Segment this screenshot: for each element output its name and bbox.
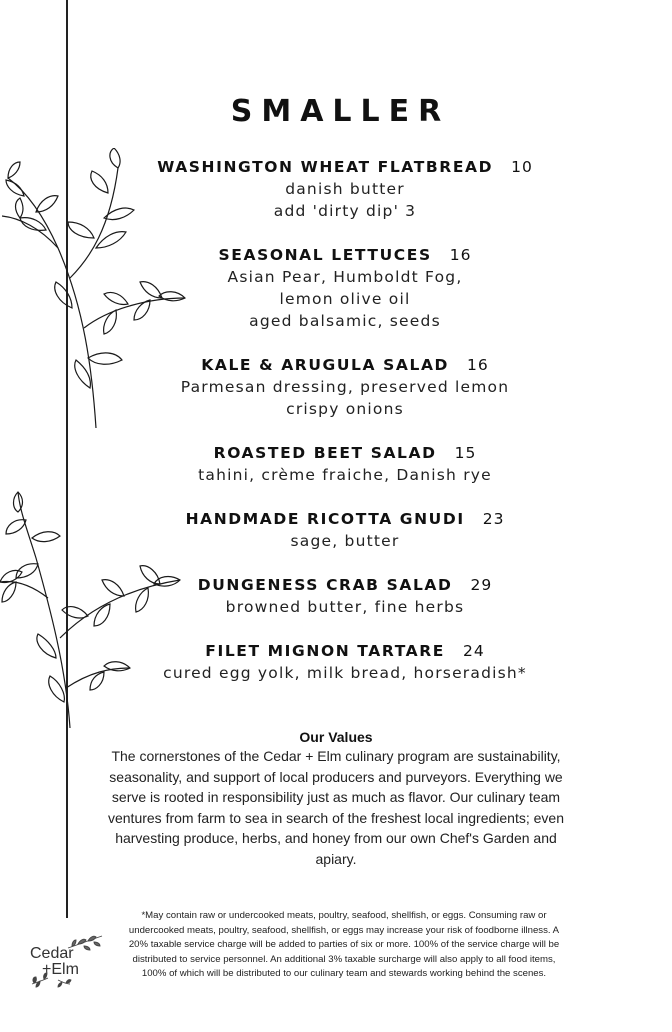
menu-list — [80, 156, 610, 706]
item-description: lemon olive oil — [279, 290, 411, 308]
menu-item — [80, 354, 610, 420]
menu-item — [80, 508, 610, 552]
item-price: 16 — [467, 356, 489, 374]
cedar-elm-logo — [28, 934, 108, 992]
item-header — [80, 244, 610, 266]
item-description: browned butter, fine herbs — [225, 598, 465, 616]
logo-text-elm: +Elm — [42, 961, 79, 978]
item-name: HANDMADE RICOTTA GNUDI — [185, 510, 465, 528]
item-price: 24 — [462, 642, 485, 660]
item-name: FILET MIGNON TARTARE — [205, 642, 445, 660]
item-description: add 'dirty dip' 3 — [273, 202, 417, 220]
values-body: The cornerstones of the Cedar + Elm culinary program are sustainability, seasonality, and support of local producers and purveyors. Everything we serve is rooted in responsibility just as much as flavor. Our culinary team ventures from farm to sea in search of the freshest local ingredients; even harvesting produce, herbs, and honey from our own Chef's Garden and apiary. — [107, 748, 564, 867]
item-description: cured egg yolk, milk bread, horseradish* — [163, 664, 527, 682]
item-header — [80, 442, 610, 464]
vertical-divider-line — [66, 0, 68, 918]
item-name: KALE & ARUGULA SALAD — [201, 356, 450, 374]
item-price: 10 — [511, 158, 533, 176]
item-name: DUNGENESS CRAB SALAD — [197, 576, 453, 594]
item-price: 23 — [482, 510, 505, 528]
item-name: SEASONAL LETTUCES — [218, 246, 432, 264]
item-header — [80, 574, 610, 596]
item-name: WASHINGTON WHEAT FLATBREAD — [157, 158, 494, 176]
item-description: Parmesan dressing, preserved lemon — [180, 378, 510, 396]
menu-item — [80, 156, 610, 222]
item-name: ROASTED BEET SALAD — [213, 444, 437, 462]
menu-item — [80, 574, 610, 618]
menu-item — [80, 640, 610, 684]
item-description: danish butter — [285, 180, 405, 198]
our-values-section — [100, 728, 572, 869]
item-price: 29 — [470, 576, 493, 594]
item-description: sage, butter — [290, 532, 400, 550]
logo-text-cedar: Cedar — [30, 945, 74, 962]
item-header — [80, 508, 610, 530]
item-header — [80, 156, 610, 178]
item-description: aged balsamic, seeds — [249, 312, 441, 330]
item-price: 16 — [449, 246, 472, 264]
menu-item — [80, 442, 610, 486]
footnote-disclaimer: *May contain raw or undercooked meats, poultry, seafood, shellfish, or eggs. Consuming raw or undercooked meats, poultry, seafood, shellfish, or eggs may increase your risk of foodborne illness. A 20% taxable service charge will be added to parties of six or more. 100% of the service charge will be distributed to service personnel. An additional 3% taxable surcharge will also apply to all food items, 100% of which will be distributed to our culinary team and stewards working behind the scenes. — [128, 910, 560, 980]
item-description: crispy onions — [286, 400, 404, 418]
item-description: tahini, crème fraiche, Danish rye — [198, 466, 492, 484]
item-header — [80, 354, 610, 376]
menu-item — [80, 244, 610, 332]
values-title: Our Values — [299, 729, 373, 745]
page-title: SMALLER — [230, 94, 451, 129]
item-description: Asian Pear, Humboldt Fog, — [227, 268, 463, 286]
item-header — [80, 640, 610, 662]
item-price: 15 — [454, 444, 477, 462]
